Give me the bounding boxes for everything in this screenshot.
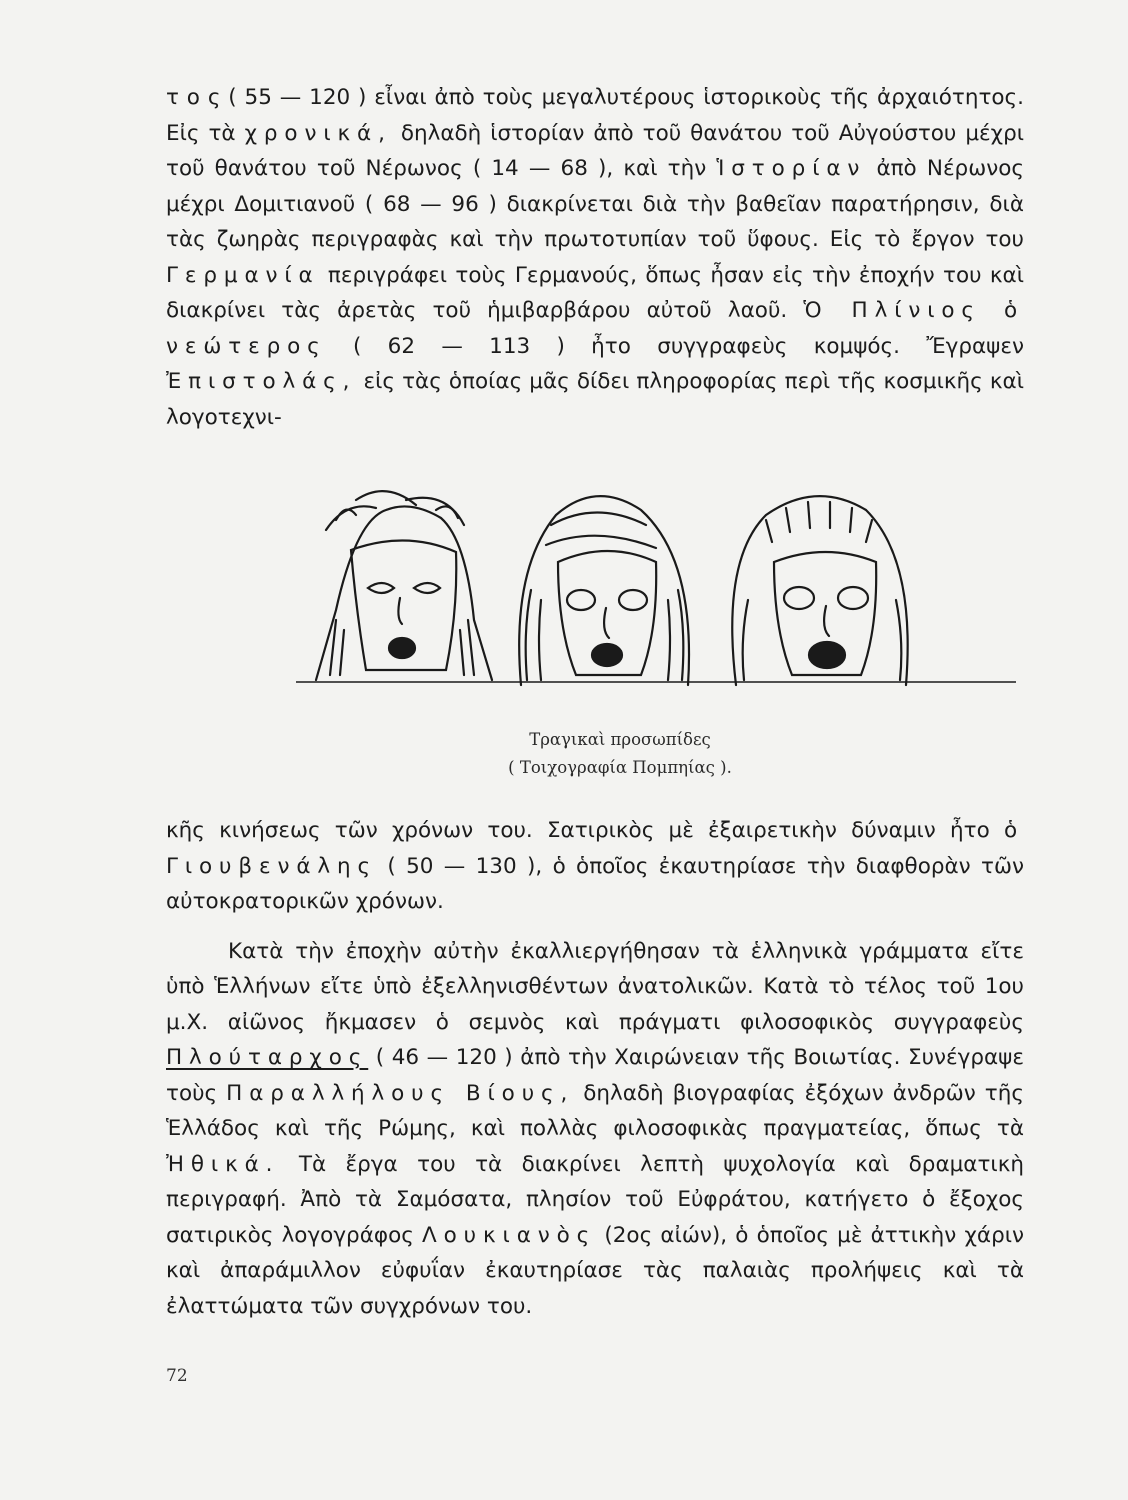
spaced-title-historia: Ἱστορίαν <box>716 156 867 181</box>
spaced-title-chronika: χρονικά, <box>244 120 392 146</box>
text-run: Τὰ ἔργα του τὰ διακρίνει λεπτὴ ψυχολογία καὶ δραματικὴ περιγραφή. Ἀπὸ τὰ Σαμόσατα, πλησίον τοῦ Εὐφράτου, κατήγετο ὁ ἔξοχος σατιρικὸς λογογράφος <box>166 1151 1024 1248</box>
text-run: δηλαδὴ βιογραφίας ἐξόχων ἀνδρῶν τῆς Ἑλλάδος καὶ τῆς Ρώμης, καὶ πολλὰς φιλοσοφικὰς πραγματείας, ὅπως τὰ <box>166 1080 1024 1141</box>
text-run: (2ος αἰών), ὁ ὁποῖος μὲ ἀττικὴν χάριν καὶ ἀπαράμιλλον εὐφυΐαν ἐκαυτηρίασε τὰς παλαιὰς προλήψεις καὶ τὰ ἐλαττώματα τῶν συγχρόνων του. <box>166 1222 1024 1319</box>
top-text-block <box>166 80 1024 435</box>
page-number: 72 <box>166 1366 188 1386</box>
spaced-name-juvenal: ὁ Γιουβενάλης <box>166 818 1024 879</box>
text-run: δηλαδὴ ἱστορίαν ἀπὸ τοῦ θανάτου τοῦ Αὐγούστου μέχρι τοῦ θανάτου τοῦ Νέρωνος ( 14 — 68 ), καὶ τὴν <box>166 120 1025 181</box>
text-run: περιγράφει τοὺς Γερμανούς, ὅπως ἦσαν εἰς τὴν ἐποχήν του καὶ διακρίνει τὰς ἀρετὰς τοῦ ἡμιβαρβάρου αὐτοῦ λαοῦ. <box>166 262 1024 323</box>
paragraph-tacitus-pliny <box>166 80 1024 435</box>
spaced-name-lucian: Λουκιανὸς <box>422 1222 597 1248</box>
text-run: εἰς τὰς ὁποίας μᾶς δίδει πληροφορίας περὶ τῆς κοσμικῆς καὶ λογοτεχνι- <box>166 369 1024 430</box>
spaced-title-germania: Γερμανία <box>166 262 320 288</box>
spaced-title-epistolai: Ἐπιστολάς, <box>166 369 357 394</box>
spaced-title-ethika: Ἠθικά. <box>166 1151 280 1177</box>
spaced-name-plutarch: Πλούταρχος <box>166 1045 369 1070</box>
figure-caption-source: ( Τοιχογραφία Πομπηίας ). <box>508 758 732 777</box>
mask-center <box>519 496 689 685</box>
text-run: Κατὰ τὴν ἐποχὴν αὐτὴν ἐκαλλιεργήθησαν τὰ ἑλληνικὰ γράμματα εἴτε ὑπὸ Ἑλλήνων εἴτε ὑπὸ ἐξελληνισθέντων ἀνατολικῶν. Κατὰ τὸ τέλος τοῦ 1ου μ.Χ. αἰῶνος ἤκμασεν ὁ σεμνὸς καὶ πράγματι φιλοσοφικὸς συγγραφεὺς <box>166 938 1024 1035</box>
tragic-masks-illustration <box>296 470 1016 720</box>
text-run: ( 46 — 120 ) ἀπὸ τὴν Χαιρώνειαν τῆς Βοιωτίας. Συνέγραψε τοὺς <box>166 1045 1024 1106</box>
text-run: ἀπὸ Νέρωνος μέχρι Δομιτιανοῦ ( 68 — 96 ) διακρίνεται διὰ τὴν βαθεῖαν παρατήρησιν, διὰ τὰς ζωηρὰς περιγραφὰς καὶ τὴν πρωτοτυπίαν τοῦ ὕφους. Εἰς τὸ ἔργον του <box>166 156 1024 252</box>
mask-left <box>316 491 492 680</box>
text-run: ( 50 — 130 ), ὁ ὁποῖος ἐκαυτηρίασε τὴν διαφθορὰν τῶν αὐτοκρατορικῶν χρόνων. <box>166 853 1024 914</box>
text-run: ( 62 — 113 ) ἦτο συγγραφεὺς κομψός. Ἔγραψεν <box>326 333 1024 359</box>
paragraph-plutarch-lucian <box>166 934 1024 1325</box>
spaced-name-pliny: Ὁ Πλίνιος ὁ νεώτερος <box>166 298 1024 359</box>
text-run: κῆς κινήσεως τῶν χρόνων του. Σατιρικὸς μὲ ἐξαιρετικὴν δύναμιν ἦτο <box>166 818 1004 843</box>
spaced-title-parallel-lives: Παραλλήλους Βίους, <box>226 1080 575 1106</box>
paragraph-juvenal <box>166 813 1024 920</box>
bottom-text-block <box>166 813 1024 1324</box>
figure-caption-title: Τραγικαὶ προσωπίδες <box>529 730 711 749</box>
mask-right <box>732 496 907 685</box>
text-run: τ ο ς ( 55 — 120 ) εἶναι ἀπὸ τοὺς μεγαλυτέρους ἱστορικοὺς τῆς ἀρχαιότητος. Εἰς τὰ <box>166 85 1024 146</box>
masks-drawing <box>296 470 1016 720</box>
